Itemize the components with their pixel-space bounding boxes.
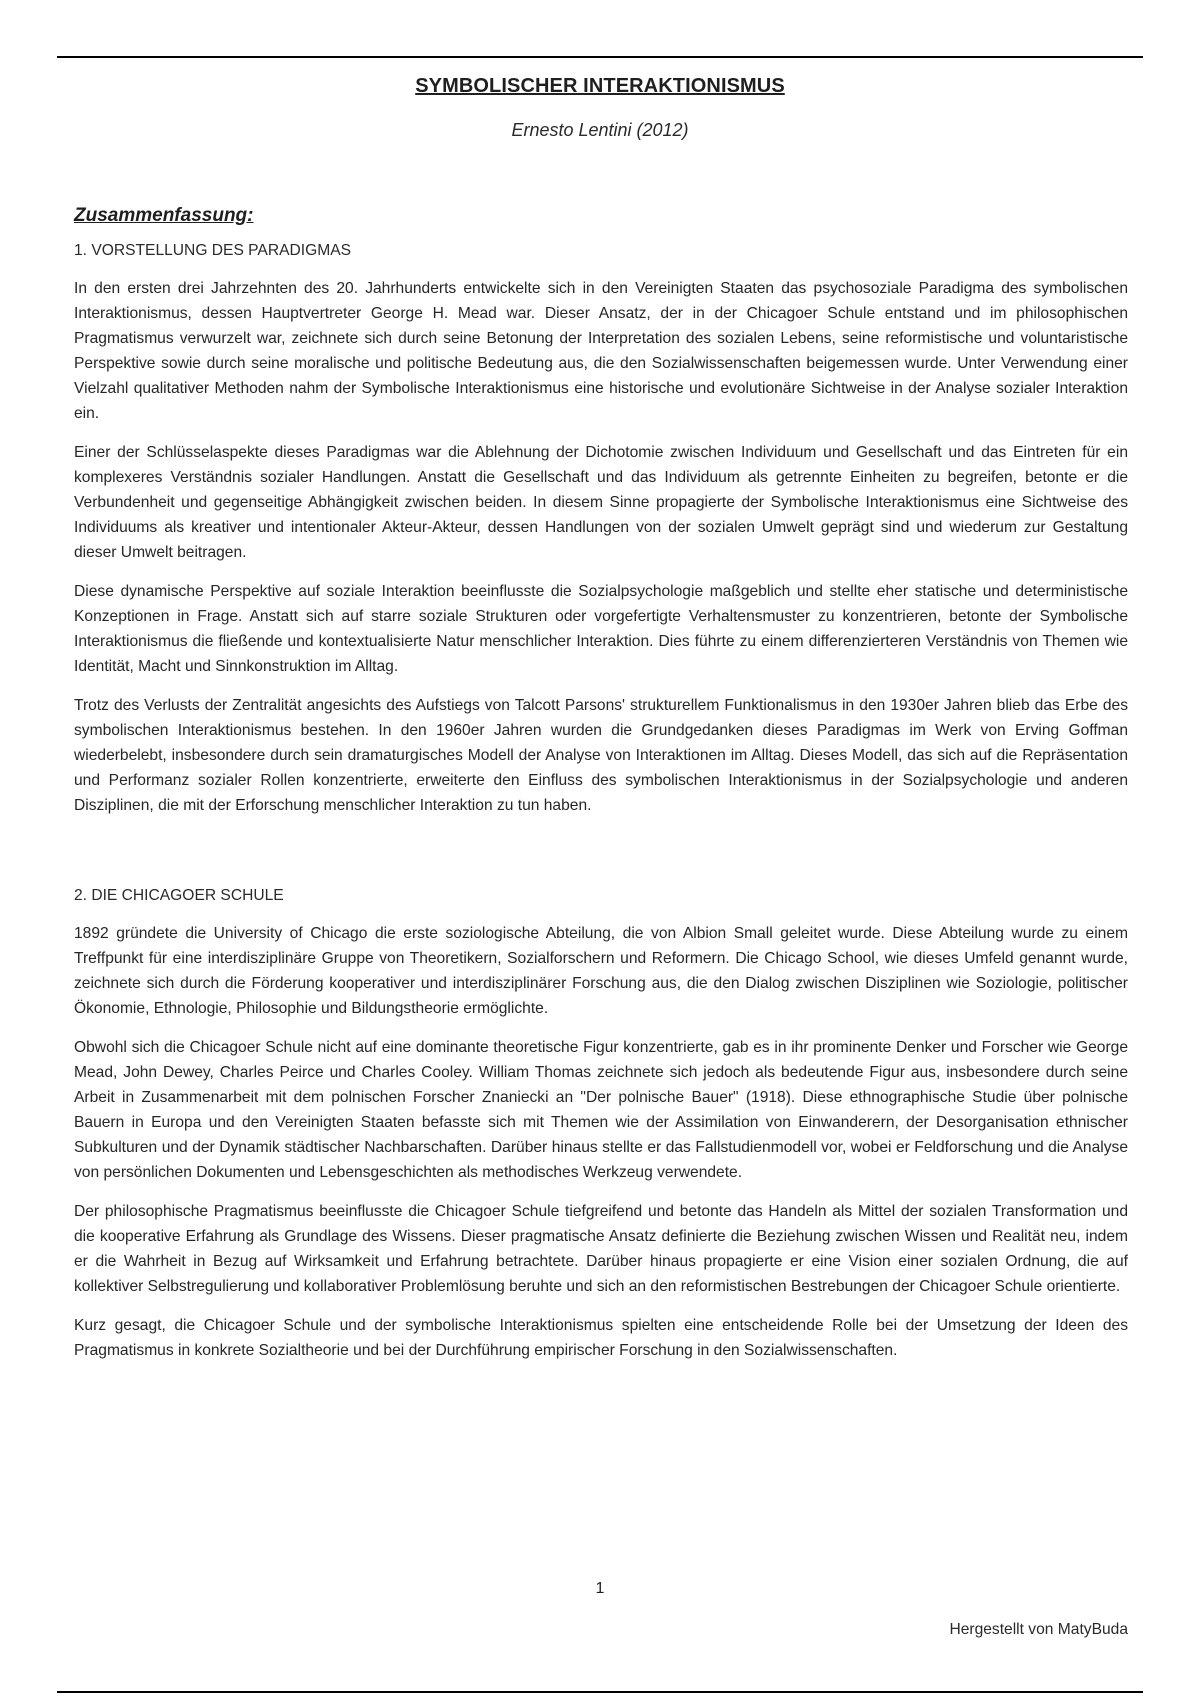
page-number: 1 <box>595 1580 605 1597</box>
paragraph: Kurz gesagt, die Chicagoer Schule und der symbolische Interaktionismus spielten eine entscheidende Rolle bei der Umsetzung der Ideen des Pragmatismus in konkrete Sozialtheorie und bei der Durchführung empirischer Forschung in den Sozialwissenschaften. <box>74 1317 1128 1359</box>
paragraph: Obwohl sich die Chicagoer Schule nicht auf eine dominante theoretische Figur konzentrierte, gab es in ihr prominente Denker und Forscher wie George Mead, John Dewey, Charles Peirce und Charles Cooley. William Thomas zeichnete sich jedoch als bedeutende Figur aus, insbesondere durch seine Arbeit in Zusammenarbeit mit dem polnischen Forscher Znaniecki an "Der polnische Bauer" (1918). Diese ethnographische Studie über polnische Bauern in Europa und den Vereinigten Staaten befasste sich mit Themen wie der Assimilation von Einwanderern, der Desorganisation ethnischer Subkulturen und der Dynamik städtischer Nachbarschaften. Darüber hinaus stellte er das Fallstudienmodell vor, wobei er Feldforschung und die Analyse von persönlichen Dokumenten und Lebensgeschichten als methodisches Werkzeug verwendete. <box>74 1039 1128 1181</box>
document-body <box>74 205 1128 1377</box>
paragraph: 1892 gründete die University of Chicago die erste soziologische Abteilung, die von Albion Small geleitet wurde. Diese Abteilung wurde zu einem Treffpunkt für eine interdisziplinäre Gruppe von Theoretikern, Sozialforschern und Reformern. Die Chicago School, wie dieses Umfeld genannt wurde, zeichnete sich durch die Förderung kooperativer und interdisziplinärer Forschung aus, die den Dialog zwischen Disziplinen wie Soziologie, politischer Ökonomie, Ethnologie, Philosophie und Bildungstheorie ermöglichte. <box>74 925 1128 1017</box>
paragraph: In den ersten drei Jahrzehnten des 20. Jahrhunderts entwickelte sich in den Vereinigten Staaten das psychosoziale Paradigma des symbolischen Interaktionismus, dessen Hauptvertreter George H. Mead war. Dieser Ansatz, der in der Chicagoer Schule entstand und im philosophischen Pragmatismus verwurzelt war, zeichnete sich durch seine Betonung der Interpretation des sozialen Lebens, seine reformistische und voluntaristische Perspektive sowie durch seine moralische und politische Bedeutung aus, die den Sozialwissenschaften beigemessen wurde. Unter Verwendung einer Vielzahl qualitativer Methoden nahm der Symbolische Interaktionismus eine historische und evolutionäre Sichtweise in der Analyse sozialer Interaktion ein. <box>74 280 1128 422</box>
bottom-rule <box>57 1691 1143 1693</box>
summary-heading: Zusammenfassung: <box>74 205 254 226</box>
section-spacer <box>74 832 1128 887</box>
section-heading: 1. VORSTELLUNG DES PARADIGMAS <box>74 242 352 259</box>
section-heading: 2. DIE CHICAGOER SCHULE <box>74 887 284 904</box>
top-rule <box>57 56 1143 58</box>
paragraph: Diese dynamische Perspektive auf soziale Interaktion beeinflusste die Sozialpsychologie maßgeblich und stellte eher statische und deterministische Konzeptionen in Frage. Anstatt sich auf starre soziale Strukturen oder vorgefertigte Verhaltensmuster zu konzentrieren, betonte der Symbolische Interaktionismus die fließende und kontextualisierte Natur menschlicher Interaktion. Dies führte zu einem differenzierteren Verständnis von Themen wie Identität, Macht und Sinnkonstruktion im Alltag. <box>74 583 1128 675</box>
paragraph: Trotz des Verlusts der Zentralität angesichts des Aufstiegs von Talcott Parsons' strukturellem Funktionalismus in den 1930er Jahren blieb das Erbe des symbolischen Interaktionismus bestehen. In den 1960er Jahren wurden die Grundgedanken dieses Paradigmas im Werk von Erving Goffman wiederbelebt, insbesondere durch sein dramaturgisches Modell der Analyse von Interaktionen im Alltag. Dieses Modell, das sich auf die Repräsentation und Performanz sozialer Rollen konzentrierte, erweiterte den Einfluss des symbolischen Interaktionismus in der Sozialpsychologie und anderen Disziplinen, die mit der Erforschung menschlicher Interaktion zu tun haben. <box>74 697 1128 814</box>
paragraph: Der philosophische Pragmatismus beeinflusste die Chicagoer Schule tiefgreifend und betonte das Handeln als Mittel der sozialen Transformation und die kooperative Erfahrung als Grundlage des Wissens. Dieser pragmatische Ansatz definierte die Beziehung zwischen Wissen und Realität neu, indem er die Wahrheit in Bezug auf Wirksamkeit und Erfahrung betrachtete. Darüber hinaus propagierte er eine Vision einer sozialen Ordnung, die auf kollektiver Selbstregulierung und kollaborativer Problemlösung beruhte und sich an den reformistischen Bestrebungen der Chicagoer Schule orientierte. <box>74 1203 1128 1295</box>
paragraph: Einer der Schlüsselaspekte dieses Paradigmas war die Ablehnung der Dichotomie zwischen Individuum und Gesellschaft und das Eintreten für ein komplexeres Verständnis sozialer Handlungen. Anstatt die Gesellschaft und das Individuum als getrennte Einheiten zu begreifen, betonte er die Verbundenheit und gegenseitige Abhängigkeit zwischen beiden. In diesem Sinne propagierte der Symbolische Interaktionismus eine Sichtweise des Individuums als kreativer und intentionaler Akteur-Akteur, dessen Handlungen von der sozialen Umwelt geprägt sind und wiederum zur Gestaltung dieser Umwelt beitragen. <box>74 444 1128 561</box>
author-line: Ernesto Lentini (2012) <box>511 120 689 140</box>
page-title: SYMBOLISCHER INTERAKTIONISMUS <box>415 75 785 97</box>
footer-credit: Hergestellt von MatyBuda <box>949 1621 1128 1638</box>
